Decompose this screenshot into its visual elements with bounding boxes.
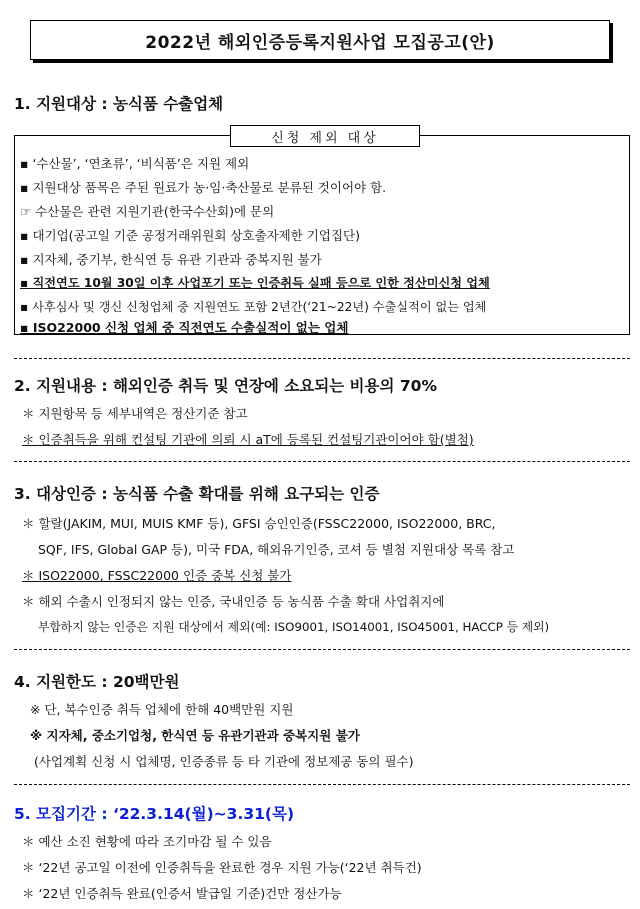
section1-heading: 1. 지원대상 : 농식품 수출업체 bbox=[14, 95, 224, 113]
section2-item: ＊ 인증취득을 위해 컨설팅 기관에 의뢰 시 aT에 등록된 컨설팅기관이어야 함(별첨) bbox=[22, 432, 474, 447]
exclusion-item: ▪ 사후심사 및 갱신 신청업체 중 지원연도 포함 2년간(‘21~22년) 수출실적이 없는 업체 bbox=[20, 300, 487, 314]
section5-heading: 5. 모집기간 : ‘22.3.14(월)~3.31(목) bbox=[14, 805, 295, 823]
exclusion-item: ▪ 대기업(공고일 기준 공정거래위원회 상호출자제한 기업집단) bbox=[20, 228, 360, 243]
section2-heading: 2. 지원내용 : 해외인증 취득 및 연장에 소요되는 비용의 70% bbox=[14, 377, 437, 395]
section4-item: ※ 단, 복수인증 취득 업체에 한해 40백만원 지원 bbox=[30, 702, 294, 717]
section3-item: ＊ ISO22000, FSSC22000 인증 중복 신청 불가 bbox=[22, 568, 292, 583]
section3-item: 부합하지 않는 인증은 지원 대상에서 제외(예: ISO9001, ISO14001, ISO45001, HACCP 등 제외) bbox=[38, 620, 550, 634]
exclusion-item: ▪ 지자체, 중기부, 한식연 등 유관 기관과 중복지원 불가 bbox=[20, 252, 322, 267]
section-divider bbox=[14, 649, 630, 650]
exclusion-box-title: 신청 제외 대상 bbox=[230, 125, 420, 147]
section-divider bbox=[14, 358, 630, 359]
section4-item: ※ 지자체, 중소기업청, 한식연 등 유관기관과 중복지원 불가 bbox=[30, 728, 360, 743]
section2-item: ＊ 지원항목 등 세부내역은 정산기준 참고 bbox=[22, 406, 248, 421]
section5-item: ＊ ‘22년 공고일 이전에 인증취득을 완료한 경우 지원 가능(‘22년 취득건) bbox=[22, 860, 422, 875]
exclusion-item: ▪ 직전연도 10월 30일 이후 사업포기 또는 인증취득 실패 등으로 인한 정산미신청 업체 bbox=[20, 276, 490, 290]
section3-item: ＊ 해외 수출시 인정되지 않는 인증, 국내인증 등 농식품 수출 확대 사업취지에 bbox=[22, 594, 445, 609]
section3-item: SQF, IFS, Global GAP 등), 미국 FDA, 해외유기인증, 코셔 등 별첨 지원대상 목록 참고 bbox=[38, 542, 515, 557]
section3-item: ＊ 할랄(JAKIM, MUI, MUIS KMF 등), GFSI 승인인증(FSSC22000, ISO22000, BRC, bbox=[22, 516, 496, 531]
page-title: 2022년 해외인증등록지원사업 모집공고(안) bbox=[30, 20, 610, 60]
section3-heading: 3. 대상인증 : 농식품 수출 확대를 위해 요구되는 인증 bbox=[14, 485, 380, 503]
exclusion-item: ▪ ISO22000 신청 업체 중 직전연도 수출실적이 없는 업체 bbox=[20, 320, 349, 335]
exclusion-item: ▪ ‘수산물’, ‘연초류’, ‘비식품’은 지원 제외 bbox=[20, 156, 250, 171]
section4-item: (사업계획 신청 시 업체명, 인증종류 등 타 기관에 정보제공 동의 필수) bbox=[34, 754, 414, 769]
section5-item: ＊ 예산 소진 현황에 따라 조기마감 될 수 있음 bbox=[22, 834, 272, 849]
section4-heading: 4. 지원한도 : 20백만원 bbox=[14, 673, 180, 691]
exclusion-item: ☞ 수산물은 관련 지원기관(한국수산회)에 문의 bbox=[20, 204, 275, 219]
section-divider bbox=[14, 461, 630, 462]
section-divider bbox=[14, 784, 630, 785]
exclusion-item: ▪ 지원대상 품목은 주된 원료가 농·임·축산물로 분류된 것이어야 함. bbox=[20, 180, 387, 195]
section5-item: ＊ ‘22년 인증취득 완료(인증서 발급일 기준)건만 정산가능 bbox=[22, 886, 342, 901]
